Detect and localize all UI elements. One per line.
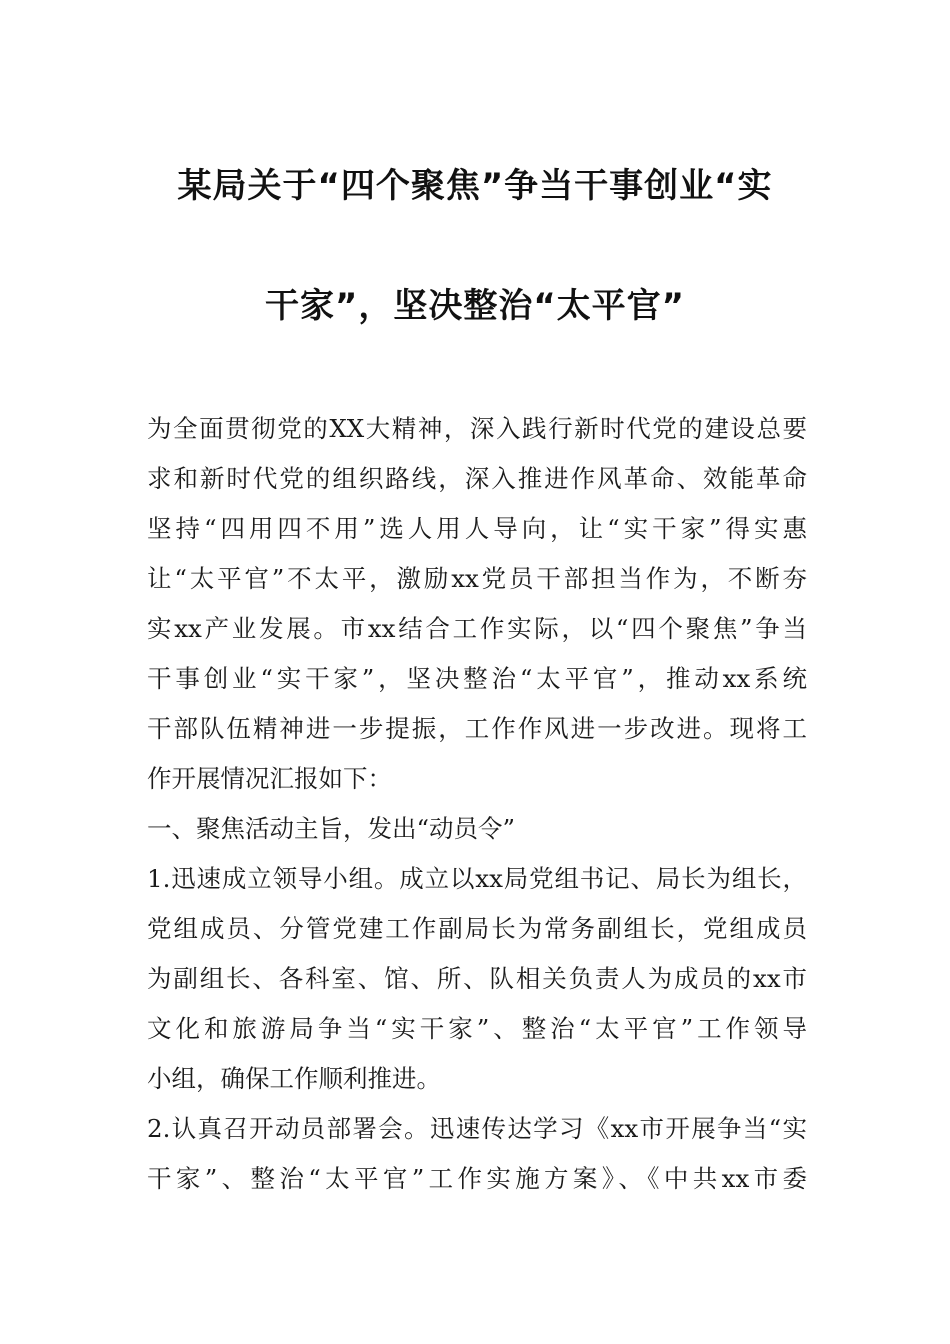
body-line: 1.迅速成立领导小组。成立以xx局党组书记、局长为组长， (147, 864, 807, 893)
body-line: 作开展情况汇报如下： (147, 764, 392, 793)
body-line: 让“太平官”不太平，激励xx党员干部担当作为，不断夯 (147, 564, 807, 593)
body-line: 坚持“四用四不用”选人用人导向，让“实干家”得实惠 (147, 514, 807, 543)
body-line: 实xx产业发展。市xx结合工作实际，以“四个聚焦”争当 (147, 614, 807, 643)
body-line: 文化和旅游局争当“实干家”、整治“太平官”工作领导 (147, 1014, 807, 1043)
body-line: 小组，确保工作顺利推进。 (147, 1064, 441, 1093)
body-line: 求和新时代党的组织路线，深入推进作风革命、效能革命 (147, 464, 807, 493)
body-line: 党组成员、分管党建工作副局长为常务副组长，党组成员 (147, 914, 807, 943)
document-title-line-2: 干家”，坚决整治“太平官” (264, 286, 686, 326)
body-line: 为全面贯彻党的XX大精神，深入践行新时代党的建设总要 (147, 414, 807, 443)
body-line: 干事创业“实干家”，坚决整治“太平官”，推动xx系统 (147, 664, 807, 693)
body-line: 2.认真召开动员部署会。迅速传达学习《xx市开展争当“实 (147, 1114, 807, 1143)
body-line: 干部队伍精神进一步提振，工作作风进一步改进。现将工 (147, 714, 807, 743)
document-title-line-1: 某局关于“四个聚焦”争当干事创业“实 (177, 166, 773, 206)
section-heading: 一、聚焦活动主旨，发出“动员令” (147, 814, 516, 843)
body-line: 干家”、整治“太平官”工作实施方案》、《中共xx市委 (147, 1164, 807, 1193)
body-line: 为副组长、各科室、馆、所、队相关负责人为成员的xx市 (147, 964, 807, 993)
